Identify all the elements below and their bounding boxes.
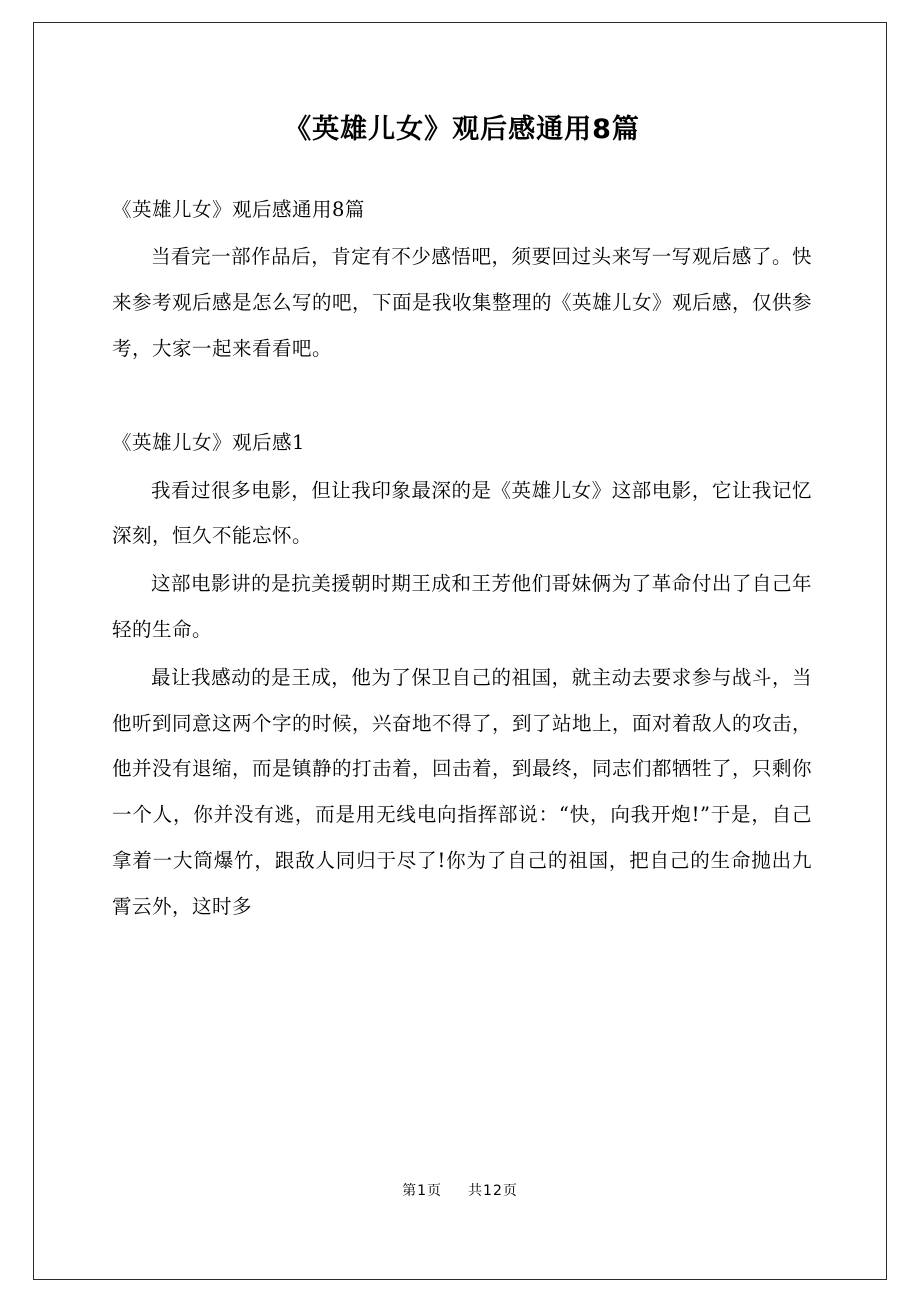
paragraph-body-1: 我看过很多电影，但让我印象最深的是《英雄儿女》这部电影，它让我记忆深刻，恒久不能忘怀。	[112, 478, 812, 548]
paragraph-body-3: 最让我感动的是王成，他为了保卫自己的祖国，就主动去要求参与战斗，当他听到同意这两个字的时候，兴奋地不得了，到了站地上，面对着敌人的攻击，他并没有退缩，而是镇静的打击着，回击着，到最终，同志们都牺牲了，只剩你一个人，你并没有逃，而是用无线电向指挥部说：“快，向我开炮!”于是，自己拿着一大筒爆竹，跟敌人同归于尽了!你为了自己的祖国，把自己的生命抛出九霄云外，这时多	[112, 665, 813, 918]
page-title: 《英雄儿女》观后感通用8篇	[284, 114, 640, 145]
footer-total-prefix: 共	[468, 1183, 484, 1199]
paragraph-intro: 当看完一部作品后，肯定有不少感悟吧，须要回过头来写一写观后感了。快来参考观后感是怎么写的吧，下面是我收集整理的《英雄儿女》观后感，仅供参考，大家一起来看看吧。	[112, 245, 813, 360]
paragraph-heading-repeat: 《英雄儿女》观后感通用8篇	[112, 197, 365, 221]
section-heading-1: 《英雄儿女》观后感1	[112, 430, 305, 454]
footer-total-suffix: 页	[502, 1183, 518, 1199]
footer-page-number: 1	[417, 1183, 428, 1199]
paragraph-body-2: 这部电影讲的是抗美援朝时期王成和王芳他们哥妹俩为了革命付出了自己年轻的生命。	[112, 572, 812, 641]
page-footer	[0, 1180, 920, 1200]
document-content	[112, 110, 812, 932]
footer-page-suffix: 页	[427, 1183, 443, 1199]
paragraph-spacer	[112, 374, 812, 420]
footer-page-prefix: 第	[402, 1183, 418, 1199]
footer-total-pages: 12	[483, 1183, 503, 1199]
